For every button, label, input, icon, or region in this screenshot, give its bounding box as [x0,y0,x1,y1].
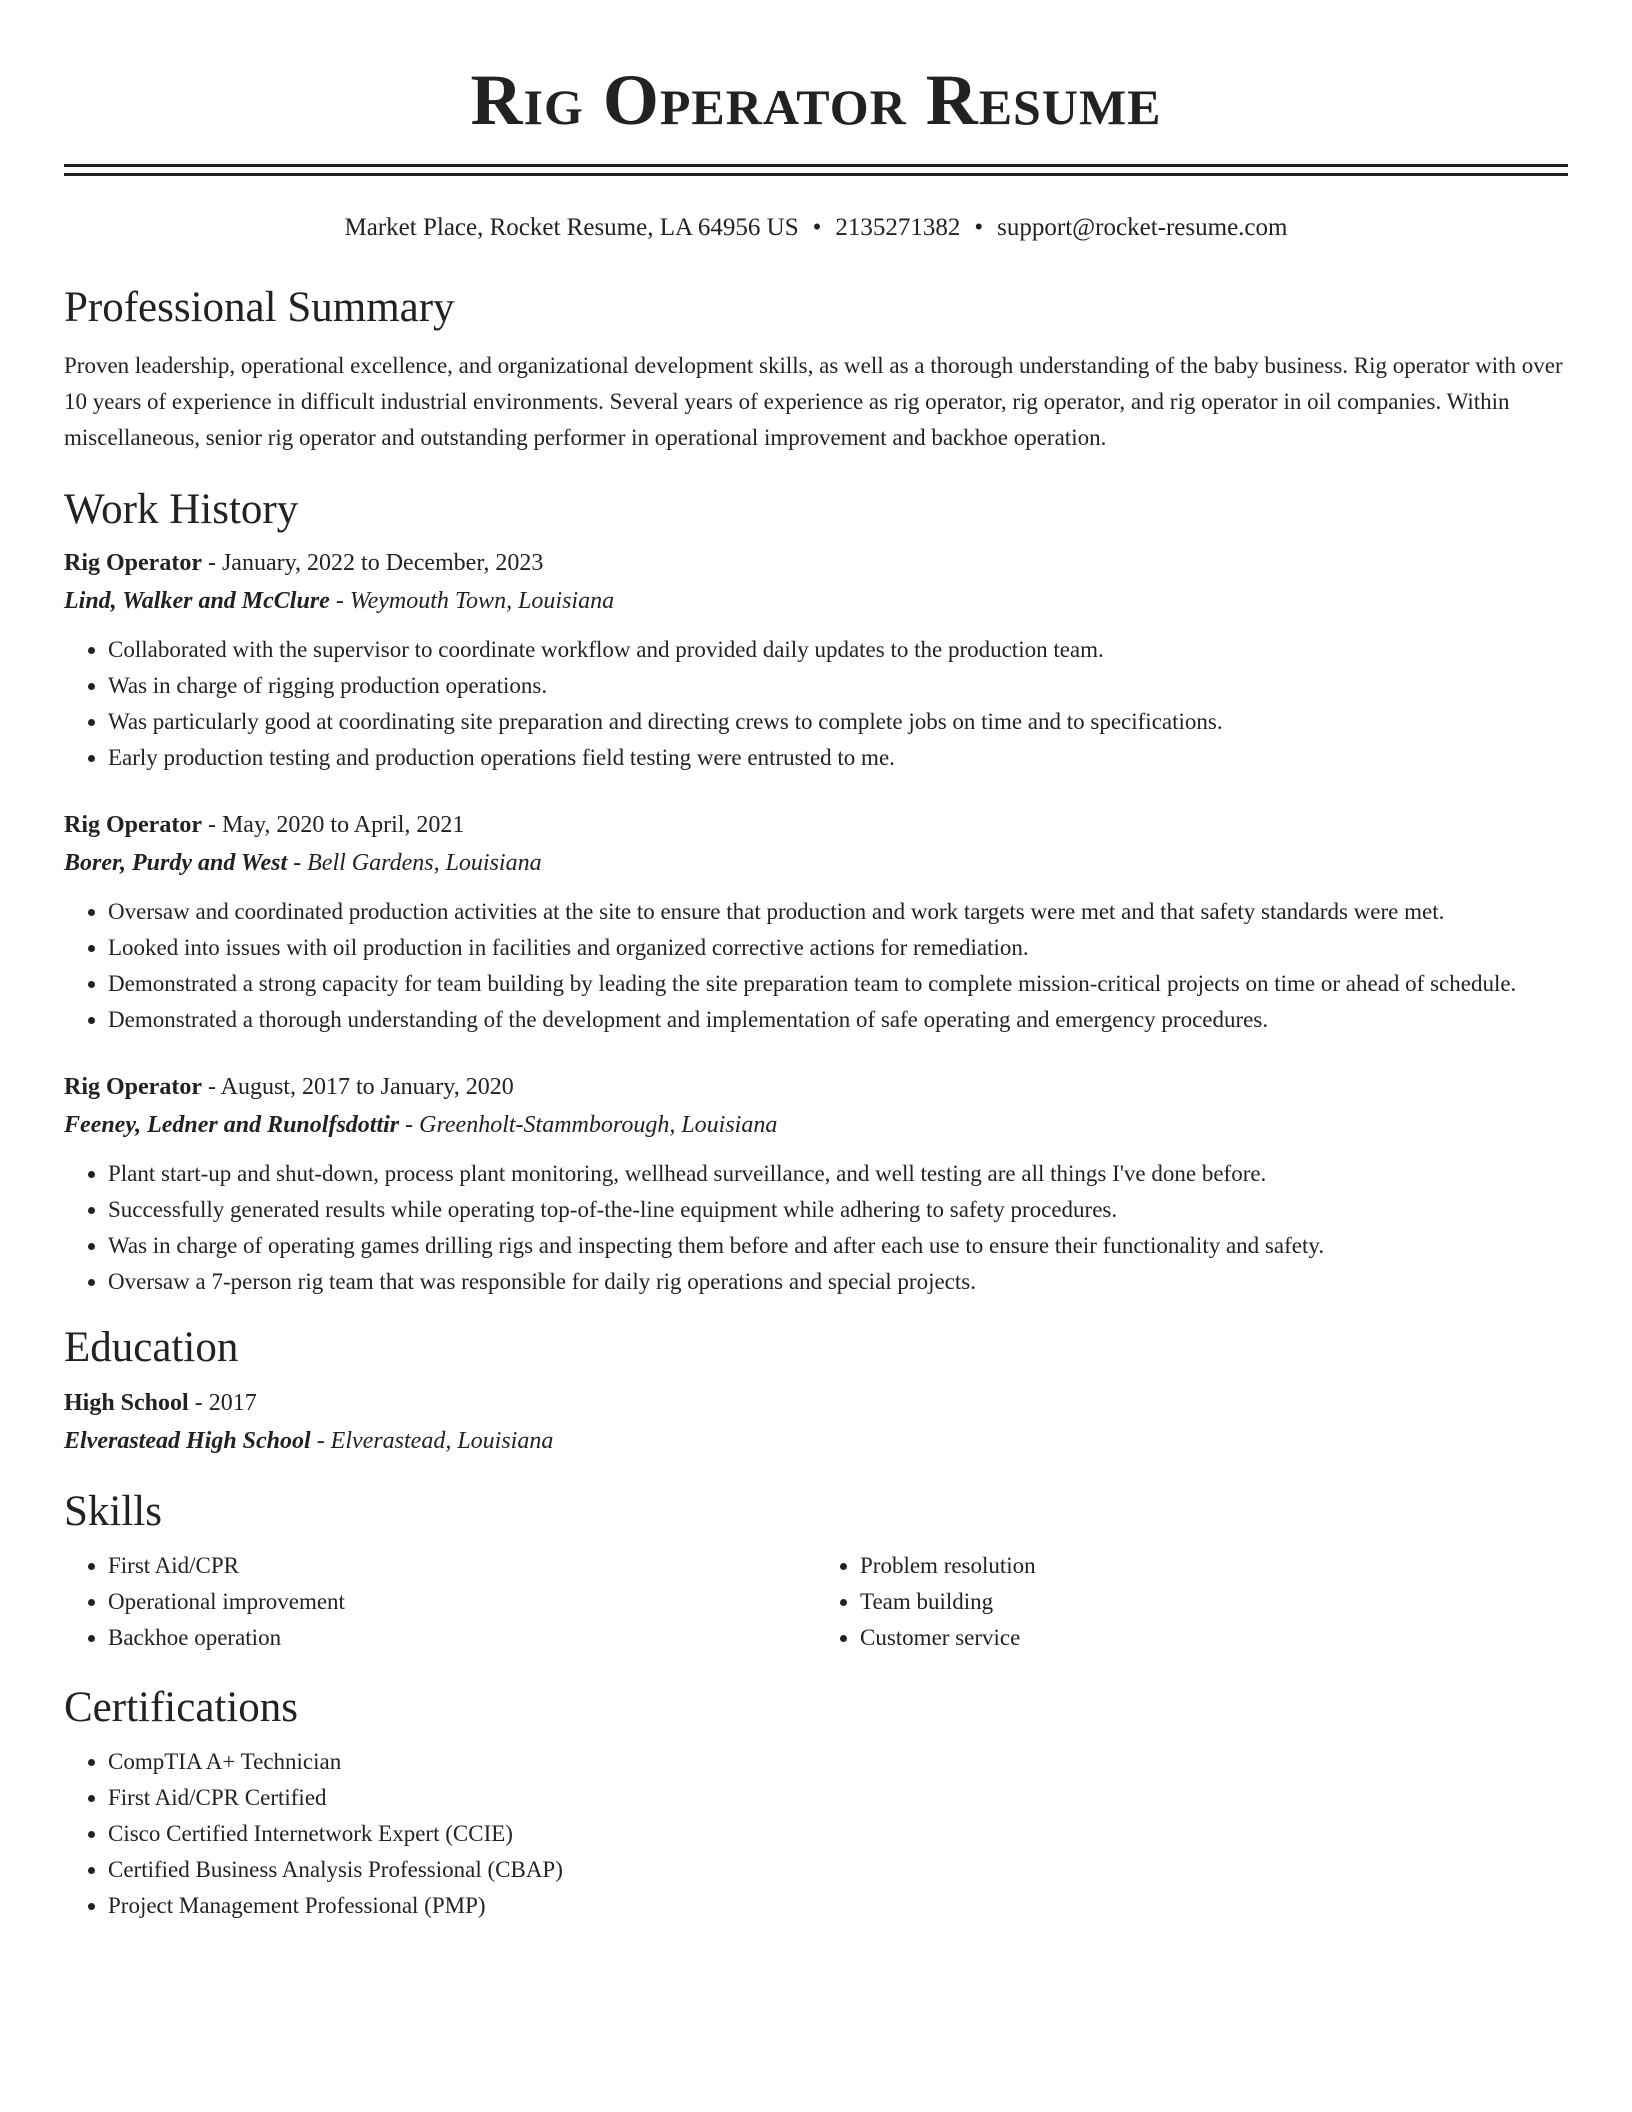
job-title-line [64,806,1568,844]
degree-line [64,1384,1568,1422]
job-title: Rig Operator [64,812,202,838]
list-item: • Looked into issues with oil production in facilities and organized corrective actions for remediation. [108,930,1568,966]
certifications-section [64,1682,1568,1924]
job-entry [64,544,1568,776]
employer-location: - Weymouth Town, Louisiana [329,588,615,614]
work-history-section [64,484,1568,1300]
employer-line [64,1106,1568,1144]
school-location: - Elverastead, Louisiana [310,1428,554,1454]
contact-email: support@rocket-resume.com [997,214,1288,241]
employer-line [64,582,1568,620]
work-history-heading: Work History [64,486,299,533]
list-item: • Backhoe operation [108,1620,816,1656]
certifications-heading: Certifications [64,1684,299,1731]
list-item: • Cisco Certified Internetwork Expert (CCIE) [108,1816,1568,1852]
skills-heading: Skills [64,1488,162,1535]
list-item: • Was in charge of operating games drilling rigs and inspecting them before and after each use to ensure their functionality and safety. [108,1228,1568,1264]
summary-heading: Professional Summary [64,284,455,331]
skills-columns [64,1548,1568,1656]
contact-phone: 2135271382 [835,214,961,241]
job-title: Rig Operator [64,550,202,576]
list-item: • Plant start-up and shut-down, process plant monitoring, wellhead surveillance, and well testing are all things I've done before. [108,1156,1568,1192]
contact-address: Market Place, Rocket Resume, LA 64956 US [344,214,799,241]
job-bullets [64,1156,1568,1300]
list-item: • Was in charge of rigging production operations. [108,668,1568,704]
list-item: • First Aid/CPR [108,1548,816,1584]
job-title-line [64,1068,1568,1106]
summary-text: Proven leadership, operational excellence, and organizational development skills, as well as a thorough understanding of the baby business. Rig operator with over 10 years of experience in difficult industrial environments. Several years of experience as rig operator, rig operator, and rig operator in oil companies. Within miscellaneous, senior rig operator and outstanding performer in operational improvement and backhoe operation. [64,353,1563,450]
education-section [64,1322,1568,1460]
employer-location: - Greenholt-Stammborough, Louisiana [399,1112,778,1138]
list-item: • Project Management Professional (PMP) [108,1888,1568,1924]
list-item: • Demonstrated a strong capacity for team building by leading the site preparation team to complete mission-critical projects on time or ahead of schedule. [108,966,1568,1002]
certifications-list [64,1744,1568,1924]
education-heading: Education [64,1324,239,1371]
title-rule-bottom [64,173,1568,176]
title-rule-top [64,164,1568,167]
list-item: • Demonstrated a thorough understanding of the development and implementation of safe operating and emergency procedures. [108,1002,1568,1038]
job-dates: - January, 2022 to December, 2023 [201,550,544,576]
list-item: • Oversaw a 7-person rig team that was responsible for daily rig operations and special projects. [108,1264,1568,1300]
job-dates: - May, 2020 to April, 2021 [201,812,465,838]
list-item: • Oversaw and coordinated production activities at the site to ensure that production and work targets were met and that safety standards were met. [108,894,1568,930]
summary-section [64,282,1568,456]
employer-location: - Bell Gardens, Louisiana [287,850,542,876]
job-bullets [64,632,1568,776]
job-entry [64,1068,1568,1300]
contact-separator: • [974,214,984,241]
school-line [64,1422,1568,1460]
list-item: • Was particularly good at coordinating site preparation and directing crews to complete jobs on time and to specifications. [108,704,1568,740]
employer-name: Borer, Purdy and West [64,850,288,876]
list-item: • Customer service [860,1620,1568,1656]
job-entry [64,806,1568,1038]
list-item: • CompTIA A+ Technician [108,1744,1568,1780]
skills-list-left [64,1548,816,1656]
job-dates: - August, 2017 to January, 2020 [201,1074,514,1100]
list-item: • Early production testing and production operations field testing were entrusted to me. [108,740,1568,776]
employer-name: Feeney, Ledner and Runolfsdottir [64,1112,400,1138]
list-item: • Operational improvement [108,1584,816,1620]
employer-line [64,844,1568,882]
skills-section [64,1486,1568,1656]
list-item: • Successfully generated results while operating top-of-the-line equipment while adhering to safety procedures. [108,1192,1568,1228]
job-bullets [64,894,1568,1038]
school-name: Elverastead High School [64,1428,311,1454]
graduation-year: - 2017 [188,1390,257,1416]
resume-title: Rig Operator Resume [470,60,1162,140]
list-item: • Certified Business Analysis Professional (CBAP) [108,1852,1568,1888]
degree: High School [64,1390,189,1416]
contact-separator: • [812,214,822,241]
list-item: • Collaborated with the supervisor to coordinate workflow and provided daily updates to the production team. [108,632,1568,668]
skills-list-right [816,1548,1568,1656]
list-item: • First Aid/CPR Certified [108,1780,1568,1816]
list-item: • Problem resolution [860,1548,1568,1584]
employer-name: Lind, Walker and McClure [64,588,330,614]
list-item: • Team building [860,1584,1568,1620]
job-title: Rig Operator [64,1074,202,1100]
job-title-line [64,544,1568,582]
contact-line [64,210,1568,246]
